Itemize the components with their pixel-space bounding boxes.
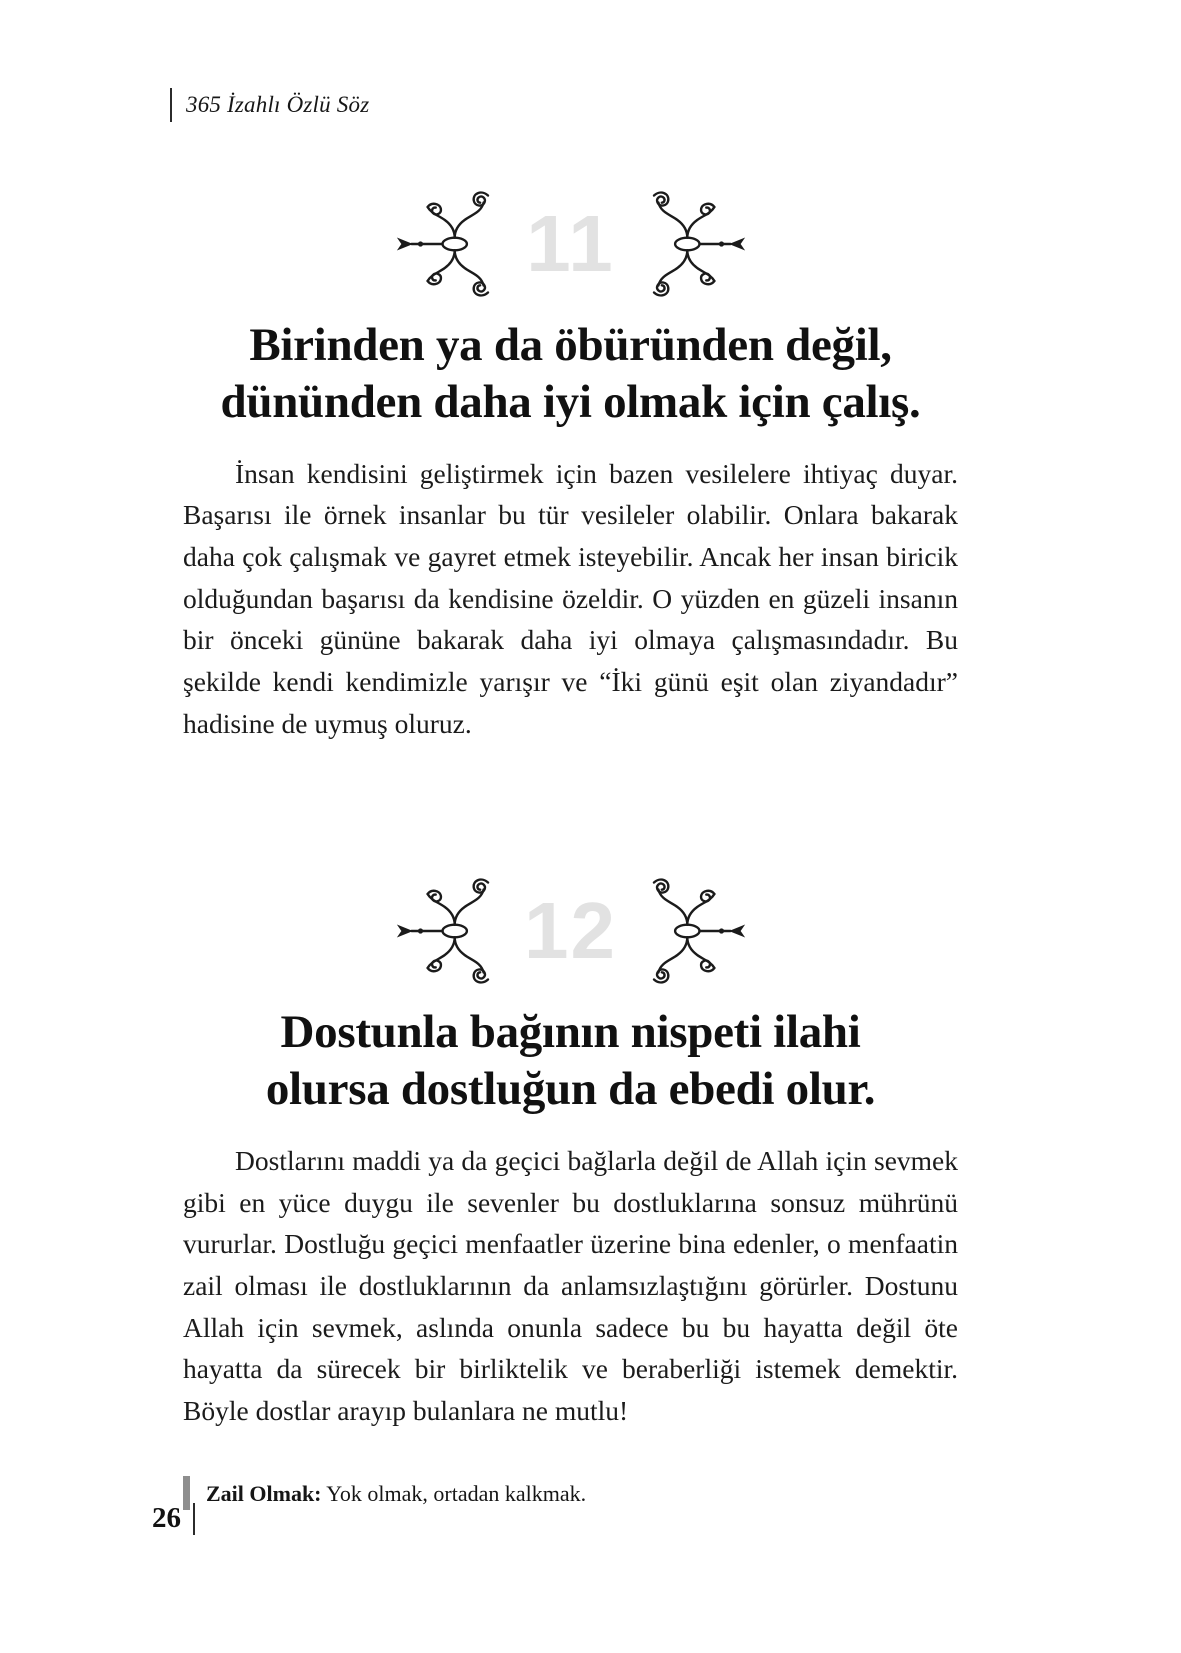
- ornament-row-12: [183, 872, 958, 990]
- entry-spacer: [183, 744, 958, 872]
- flourish-ornament-right-icon: [646, 872, 751, 990]
- entry-11: [183, 185, 958, 744]
- entry-title-line-2: olursa dostluğun da ebedi olur.: [265, 1063, 876, 1116]
- entry-title-line-1: Birinden ya da öbüründen değil,: [249, 319, 892, 371]
- glossary-text: [206, 1476, 586, 1510]
- entry-number-11: 11: [526, 199, 615, 288]
- flourish-ornament-left-icon: [391, 872, 496, 990]
- glossary-definition: Yok olmak, ortadan kalkmak.: [321, 1480, 587, 1506]
- entry-title-12: [183, 1004, 958, 1118]
- ornament-row-11: [183, 185, 958, 303]
- entry-title-line-2: dününden daha iyi olmak için çalış.: [220, 375, 921, 428]
- running-header: [170, 88, 369, 122]
- entry-12: [183, 872, 958, 1509]
- glossary-note: [183, 1476, 958, 1510]
- folio-rule: [193, 1503, 195, 1535]
- page-folio: [152, 1502, 195, 1535]
- glossary-term: Zail Olmak:: [206, 1480, 322, 1506]
- running-header-title: 365 İzahlı Özlü Söz: [186, 92, 370, 117]
- flourish-ornament-left-icon: [391, 185, 496, 303]
- flourish-ornament-right-icon: [646, 185, 751, 303]
- entry-title-line-1: Dostunla bağının nispeti ilahi: [280, 1006, 861, 1059]
- page-number: 26: [152, 1502, 181, 1534]
- page-content: [183, 185, 958, 1510]
- entry-body-12: Dostlarını maddi ya da geçici bağlarla değil de Allah için sevmek gibi en yüce duygu ile sevenler bu dostluklarına sonsuz mührünü vururlar. Dostluğu geçici menfaatler üzerine bina edenler, o menfaatin zail olması ile dostluklarının da anlamsızlaştığını görürler. Dostunu Allah için sevmek, aslında onunla sadece bu bu hayatta değil öte hayatta da sürecek bir birliktelik ve beraberliği istemek demektir. Böyle dostlar arayıp bulanlara ne mutlu!: [183, 1145, 958, 1426]
- header-rule: [170, 88, 172, 122]
- entry-body-11: İnsan kendisini geliştirmek için bazen vesilelere ihtiyaç duyar. Başarısı ile örnek insanlar bu tür vesileler olabilir. Onlara bakarak daha çok çalışmak ve gayret etmek isteyebilir. Ancak her insan biricik olduğundan başarısı da kendisine özeldir. O yüzden en güzeli insanın bir önceki gününe bakarak daha iyi olmaya çalışmasındadır. Bu şekilde kendi kendimizle yarışır ve “İki günü eşit olan ziyandadır” hadisine de uymuş oluruz.: [183, 457, 958, 739]
- entry-number-12: 12: [524, 886, 617, 976]
- entry-title-11: [183, 317, 958, 431]
